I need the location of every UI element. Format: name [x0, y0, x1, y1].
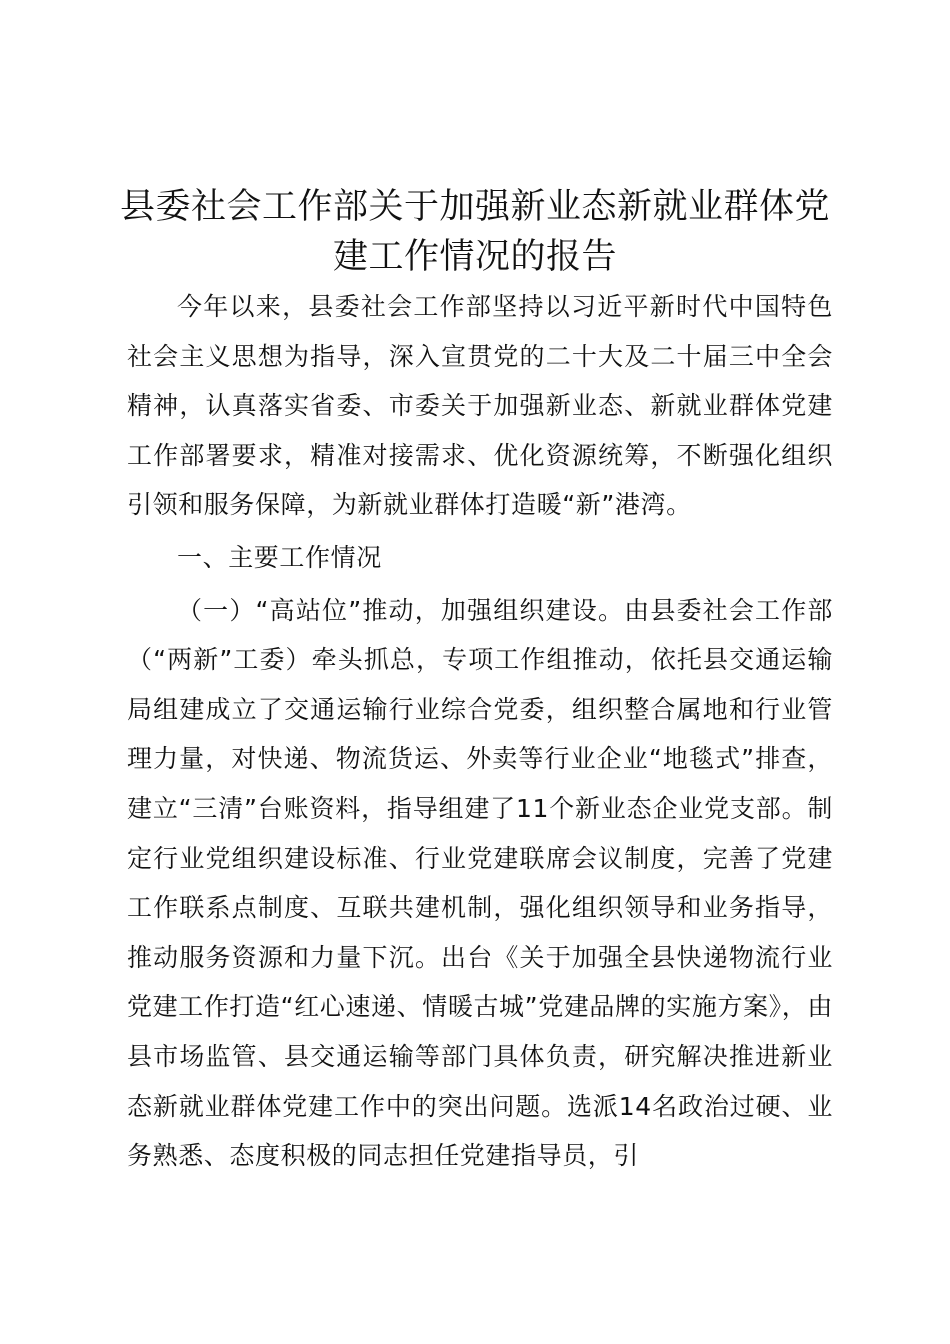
section-heading: 一、主要工作情况 [177, 542, 382, 572]
document-title: 县委社会工作部关于加强新业态新就业群体党建工作情况的报告 [120, 187, 831, 277]
section-paragraph: （一）“高站位”推动，加强组织建设。由县委社会工作部（“两新”工委）牵头抓总，专项工作组推动，依托县交通运输局组建成立了交通运输行业综合党委，组织整合属地和行业管理力量，对快递、物流货运、外卖等行业企业“地毯式”排查，建立“三清”台账资料，指导组建了11个新业态企业党支部。制定行业党组织建设标准、行业党建联席会议制度，完善了党建工作联系点制度、互联共建机制，强化组织领导和业务指导，推动服务资源和力量下沉。出台《关于加强全县快递物流行业党建工作打造“红心速递、情暖古城”党建品牌的实施方案》，由县市场监管、县交通运输等部门具体负责，研究解决推进新业态新就业群体党建工作中的突出问题。选派14名政治过硬、业务熟悉、态度积极的同志担任党建指导员，引 [127, 595, 833, 1171]
document-body [127, 282, 833, 1181]
intro-paragraph: 今年以来，县委社会工作部坚持以习近平新时代中国特色社会主义思想为指导，深入宣贯党的二十大及二十届三中全会精神，认真落实省委、市委关于加强新业态、新就业群体党建工作部署要求，精准对接需求、优化资源统筹，不断强化组织引领和服务保障，为新就业群体打造暖“新”港湾。 [127, 292, 833, 520]
